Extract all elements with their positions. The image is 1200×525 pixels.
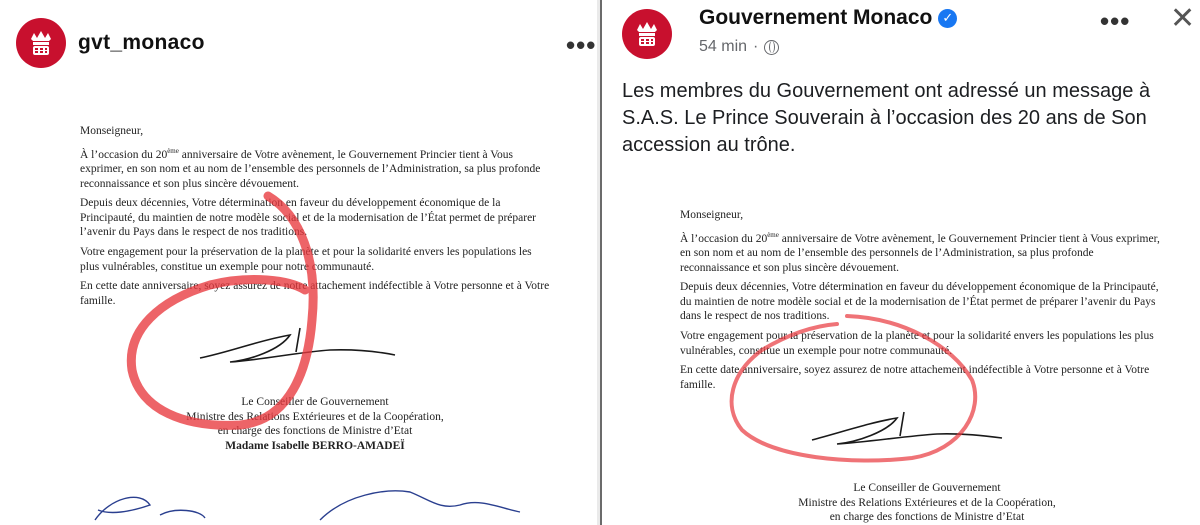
instagram-post — [0, 0, 598, 525]
letter-p1-end: anniversaire de Votre avènement, le Gouvernement Princier tient à Vous exprimer, en son nom et au nom de l’ensemble des personnels de l’Administration, sa plus profonde reconnaissance et son plus sincère dévouement. — [80, 148, 541, 190]
globe-icon — [764, 40, 779, 55]
verified-badge-icon: ✓ — [938, 9, 957, 28]
letter-paragraph-3: Votre engagement pour la préservation de la planète et pour la solidarité envers les populations les plus vulnérables, constitue un exemple pour notre communauté. — [80, 245, 532, 273]
signature-title-3: en charge des fonctions de Ministre d’Etat — [829, 511, 1025, 524]
letter-paragraph-3: Votre engagement pour la préservation de la planète et pour la solidarité envers les populations les plus vulnérables, constitue un exemple pour notre communauté. — [680, 329, 1154, 357]
post-time[interactable]: 54 min — [699, 38, 748, 55]
instagram-username[interactable]: gvt_monaco — [78, 31, 205, 54]
second-signature-left — [95, 497, 205, 520]
signature-block — [762, 481, 1092, 525]
letter-salutation: Monseigneur, — [80, 125, 144, 137]
meta-separator: · — [753, 38, 759, 55]
more-horizontal-icon[interactable]: ••• — [566, 30, 597, 60]
post-meta — [699, 38, 779, 56]
letter-body — [680, 208, 1162, 397]
letter-p1-sup: ème — [767, 230, 779, 239]
close-icon[interactable]: ✕ — [1170, 2, 1196, 35]
signature-title-3: en charge des fonctions de Ministre d’Etat — [217, 425, 413, 438]
letter-p1-end: anniversaire de Votre avènement, le Gouvernement Princier tient à Vous exprimer, en son nom et au nom de l’ensemble des personnels de l’Administration, sa plus profonde reconnaissance et son plus sincère dévouement. — [680, 232, 1160, 274]
letter-salutation: Monseigneur, — [680, 209, 744, 221]
signature-title-2: Ministre des Relations Extérieures et de la Coopération, — [798, 496, 1056, 509]
signature-title-1: Le Conseiller de Gouvernement — [853, 482, 1001, 494]
letter-paragraph-4: En cette date anniversaire, soyez assurez de notre attachement indéfectible à Votre personne et à Votre famille. — [680, 364, 1150, 391]
signature-title-2: Ministre des Relations Extérieures et de la Coopération, — [186, 410, 444, 423]
handwritten-signature — [200, 328, 395, 362]
gvt-monaco-avatar[interactable] — [16, 18, 66, 68]
letter-paragraph-2: Depuis deux décennies, Votre détermination en faveur du développement économique de la Principauté, du maintien de notre modèle social et de la modernisation de l’État permet de préparer l’avenir du Pays dans le respect de nos traditions. — [680, 281, 1159, 323]
letter-paragraph-1 — [80, 144, 550, 192]
more-horizontal-icon[interactable]: ••• — [1100, 6, 1131, 36]
signature-block — [165, 395, 465, 453]
monaco-crown-icon — [631, 18, 663, 50]
letter-paragraph-4: En cette date anniversaire, soyez assurez de notre attachement indéfectible à Votre personne et à Votre famille. — [80, 280, 550, 307]
handwritten-signature — [812, 412, 1002, 444]
letter-p1-sup: ème — [167, 146, 179, 155]
letter-paragraph-1 — [680, 228, 1162, 276]
second-signature-right — [320, 491, 520, 520]
post-caption: Les membres du Gouvernement ont adressé un message à S.A.S. Le Prince Souverain à l’occasion des 20 ans de Son accession au trône. — [622, 80, 1151, 156]
signature-title-1: Le Conseiller de Gouvernement — [241, 396, 389, 408]
letter-p1-start: À l’occasion du 20 — [80, 148, 168, 161]
signature-name: Madame Isabelle BERRO-AMADEÏ — [225, 439, 405, 452]
letter-p1-start: À l’occasion du 20 — [680, 232, 768, 245]
facebook-page-name[interactable] — [699, 6, 957, 30]
page-name-text[interactable]: Gouvernement Monaco — [699, 6, 933, 29]
gouvernement-monaco-avatar[interactable] — [622, 9, 672, 59]
letter-paragraph-2: Depuis deux décennies, Votre détermination en faveur du développement économique de la Principauté, du maintien de notre modèle social et de la modernisation de l’État permet de préparer l’avenir du Pays dans le respect de nos traditions. — [80, 197, 536, 239]
letter-body — [80, 124, 550, 313]
facebook-post — [600, 0, 1200, 525]
monaco-crown-icon — [25, 27, 57, 59]
